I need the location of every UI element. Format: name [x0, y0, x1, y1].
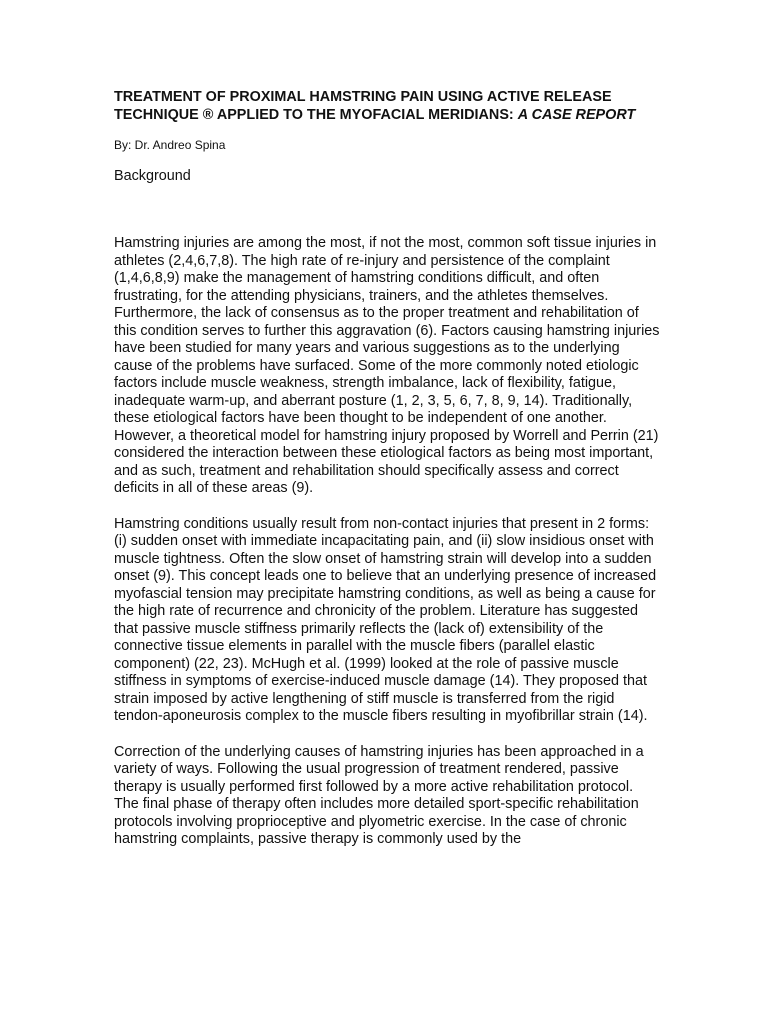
document-title-main: TREATMENT OF PROXIMAL HAMSTRING PAIN USING ACTIVE RELEASE TECHNIQUE ® APPLIED TO THE MYOFACIAL MERIDIANS: [114, 89, 612, 123]
author-byline: By: Dr. Andreo Spina [114, 138, 226, 152]
body-paragraph-2: Hamstring conditions usually result from non-contact injuries that present in 2 forms: (i) sudden onset with immediate incapacitating pain, and (ii) slow insidious onset with muscle tightness. Often the slow onset of hamstring strain will develop into a sudden onset (9). This concept leads one to believe that an underlying presence of increased myofascial tension may precipitate hamstring conditions, as well as being a cause for the high rate of recurrence and chronicity of the problem. Literature has suggested that passive muscle stiffness primarily reflects the (lack of) extensibility of the connective tissue elements in parallel with the muscle fibers (parallel elastic component) (22, 23). McHugh et al. (1999) looked at the role of passive muscle stiffness in symptoms of exercise-induced muscle damage (14). They proposed that strain imposed by active lengthening of stiff muscle is transferred from the rigid tendon-aponeurosis complex to the muscle fibers resulting in myofibrillar strain (14). [114, 515, 657, 724]
document-title [114, 88, 660, 124]
document-title-subtitle: A CASE REPORT [517, 107, 636, 123]
body-paragraph-3: Correction of the underlying causes of hamstring injuries has been approached in a variety of ways. Following the usual progression of treatment rendered, passive therapy is usually performed first followed by a more active rehabilitation protocol. The final phase of therapy often includes more detailed sport-specific rehabilitation protocols involving proprioceptive and plyometric exercise. In the case of chronic hamstring complaints, passive therapy is commonly used by the [114, 743, 644, 847]
body-paragraph-1: Hamstring injuries are among the most, if not the most, common soft tissue injuries in athletes (2,4,6,7,8). The high rate of re-injury and persistence of the complaint (1,4,6,8,9) make the management of hamstring conditions difficult, and often frustrating, for the attending physicians, trainers, and the athletes themselves. Furthermore, the lack of consensus as to the proper treatment and rehabilitation of this condition serves to further this aggravation (6). Factors causing hamstring injuries have been studied for many years and various suggestions as to the underlying cause of the problems have surfaced. Some of the more commonly noted etiologic factors include muscle weakness, strength imbalance, lack of flexibility, fatigue, inadequate warm-up, and aberrant posture (1, 2, 3, 5, 6, 7, 8, 9, 14). Traditionally, these etiological factors have been thought to be independent of one another. However, a theoretical model for hamstring injury proposed by Worrell and Perrin (21) considered the interaction between these etiological factors as being most important, and as such, treatment and rehabilitation should specifically assess and correct deficits in all of these areas (9). [114, 235, 660, 496]
document-page [114, 88, 660, 849]
section-heading-background: Background [114, 168, 191, 184]
